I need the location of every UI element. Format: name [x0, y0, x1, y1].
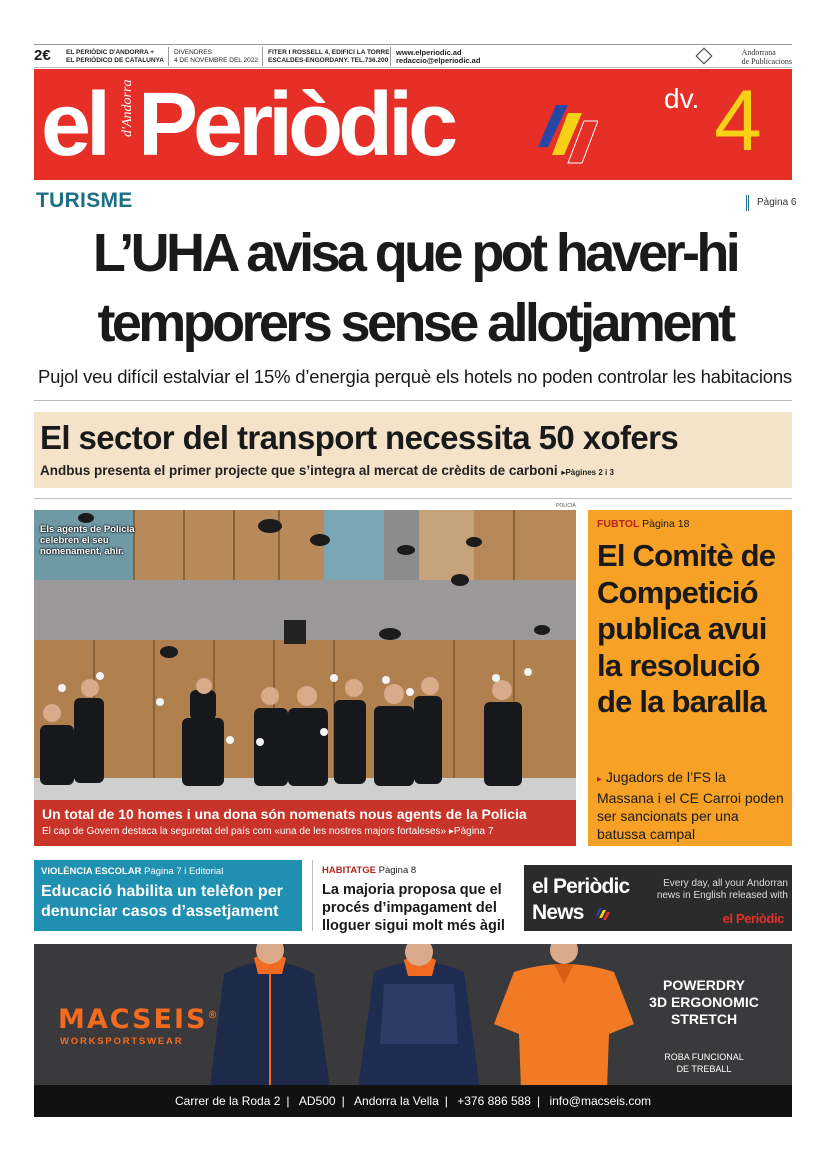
- news-promo-title: el Periòdic: [532, 875, 630, 898]
- transport-subhead: [40, 463, 614, 478]
- lead-headline-line1: L’UHA avisa que pot haver-hi: [92, 223, 738, 283]
- violencia-kicker: [41, 866, 223, 877]
- meta-strip: [34, 44, 792, 68]
- ad-claim-line3: STRETCH: [670, 1011, 738, 1027]
- news-promo-subtitle: News: [532, 901, 584, 924]
- lead-kicker: TURISME: [36, 189, 133, 212]
- police-photo[interactable]: [34, 510, 576, 800]
- violencia-page-ref[interactable]: Pàgina 7 i Editorial: [144, 866, 224, 877]
- police-subhead: El cap de Govern destaca la seguretat del país com «una de les nostres majors fortaleses» ▸Pàgina 7: [42, 826, 494, 837]
- futbol-headline: El Comitè de Competició publica avui la resolució de la baralla: [597, 538, 776, 719]
- divider: [34, 498, 792, 499]
- habitatge-kicker-label: HABITATGE: [322, 865, 377, 876]
- meta-contact: [396, 49, 480, 65]
- logo-andorra: d'Andorra: [120, 79, 135, 137]
- lead-headline-line2: temporers sense allotjament: [97, 293, 733, 353]
- meta-publication-line1: EL PERIÒDIC D'ANDORRA +: [66, 49, 155, 56]
- news-promo-brand: el Periòdic: [722, 911, 784, 926]
- news-promo[interactable]: [524, 865, 792, 931]
- publisher-name: [742, 48, 792, 66]
- ad-description-line2: DE TREBALL: [676, 1064, 732, 1074]
- ad-claim: [634, 977, 774, 1028]
- ad-separator: |: [444, 1094, 448, 1108]
- meta-address-line1: FITER I ROSSELL 4, EDIFICI LA TORRE: [268, 49, 390, 56]
- publisher-name-line2: de Publicacions: [741, 57, 792, 66]
- violencia-story[interactable]: [34, 860, 302, 931]
- meta-publication-line2: EL PERIÓDICO DE CATALUNYA: [66, 57, 164, 64]
- habitatge-story[interactable]: [312, 860, 514, 934]
- ad-phone[interactable]: +376 886 588: [457, 1094, 531, 1108]
- andorra-flag-icon: [538, 103, 598, 169]
- habitatge-kicker: [322, 865, 416, 876]
- photo-caption: Els agents de Policia celebren el seu nomenament, ahir.: [40, 524, 135, 557]
- masthead: [34, 69, 792, 180]
- macseis-logo: [58, 1004, 219, 1035]
- meta-divider: [168, 47, 169, 66]
- ad-separator: |: [341, 1094, 345, 1108]
- futbol-bullet-text: Jugadors de l’FS la Massana i el CE Carroi poden ser sancionats per una batussa campal: [597, 769, 784, 842]
- meta-address-line2: ESCALDES-ENGORDANY. TEL.736.200: [268, 57, 389, 64]
- lead-page-ref[interactable]: Pàgina 6: [746, 195, 796, 211]
- violencia-kicker-label: VIOLÈNCIA ESCOLAR: [41, 866, 142, 877]
- day-abbreviation: dv.: [664, 83, 700, 114]
- meta-publication: [66, 49, 164, 65]
- news-promo-tagline: Every day, all your Andorran news in English released with: [656, 878, 788, 901]
- futbol-kicker: [597, 518, 689, 530]
- ad-claim-line1: POWERDRY: [663, 977, 745, 993]
- macseis-logo-text: MACSEIS: [58, 1004, 208, 1035]
- meta-date: [174, 49, 258, 65]
- meta-date-weekday: DIVENDRES: [174, 49, 212, 56]
- registered-mark: ®: [207, 1010, 220, 1021]
- publisher-name-line1: Andorrana: [741, 48, 776, 57]
- meta-date-full: 4 DE NOVEMBRE DEL 2022: [174, 57, 258, 64]
- bullet-triangle-icon: ▸: [597, 774, 603, 785]
- violencia-headline: Educació habilita un telèfon per denunciar casos d’assetjament: [41, 883, 283, 920]
- futbol-bullet: [597, 768, 785, 843]
- andorra-flag-icon: [596, 908, 610, 920]
- transport-subhead-text: Andbus presenta el primer projecte que s’integra al mercat de crèdits de carboni: [40, 463, 558, 478]
- photo-credit: POLICIA: [556, 503, 576, 509]
- lead-subhead: Pujol veu difícil estalviar el 15% d’energia perquè els hotels no poden controlar les habitacions: [38, 366, 792, 387]
- habitatge-headline: La majoria proposa que el procés d’impagament del lloguer sigui molt més àgil: [322, 882, 505, 934]
- police-story[interactable]: [34, 800, 576, 846]
- ad-description: [634, 1051, 774, 1075]
- futbol-page-ref[interactable]: Pàgina 18: [642, 518, 690, 530]
- transport-page-ref[interactable]: ▸Pàgines 2 i 3: [561, 468, 614, 477]
- logo-periodic: Periòdic: [138, 75, 454, 175]
- ad-postal-code: AD500: [298, 1094, 336, 1108]
- ad-city: Andorra la Vella: [354, 1094, 439, 1108]
- publisher-logo-icon: [696, 48, 713, 65]
- futbol-story[interactable]: [588, 510, 792, 846]
- lead-headline[interactable]: [30, 218, 800, 358]
- ad-separator: |: [286, 1094, 290, 1108]
- ad-footer: [34, 1085, 792, 1117]
- police-headline: Un total de 10 homes i una dona són nomenats nous agents de la Policia: [42, 806, 527, 822]
- transport-headline: El sector del transport necessita 50 xofers: [40, 419, 679, 456]
- habitatge-page-ref[interactable]: Pàgina 8: [378, 865, 417, 876]
- ad-claim-line2: 3D ERGONOMIC: [649, 994, 759, 1010]
- logo-el: el: [41, 75, 107, 175]
- price: 2€: [34, 47, 51, 64]
- divider: [34, 400, 792, 401]
- ad-email[interactable]: info@macseis.com: [549, 1094, 651, 1108]
- futbol-kicker-label: FUBTOL: [597, 518, 640, 530]
- ad-description-line1: ROBA FUNCIONAL: [664, 1052, 744, 1062]
- day-number: 4: [714, 73, 762, 169]
- email-link[interactable]: redaccio@elperiodic.ad: [396, 56, 481, 65]
- ad-separator: |: [536, 1094, 541, 1108]
- website-link[interactable]: www.elperiodic.ad: [396, 48, 462, 57]
- ad-address: Carrer de la Roda 2: [175, 1094, 281, 1108]
- meta-divider: [390, 47, 391, 66]
- transport-story[interactable]: [34, 412, 792, 488]
- macseis-subtitle: WORKSPORTSWEAR: [60, 1036, 184, 1047]
- meta-divider: [262, 47, 263, 66]
- meta-address: [268, 49, 390, 65]
